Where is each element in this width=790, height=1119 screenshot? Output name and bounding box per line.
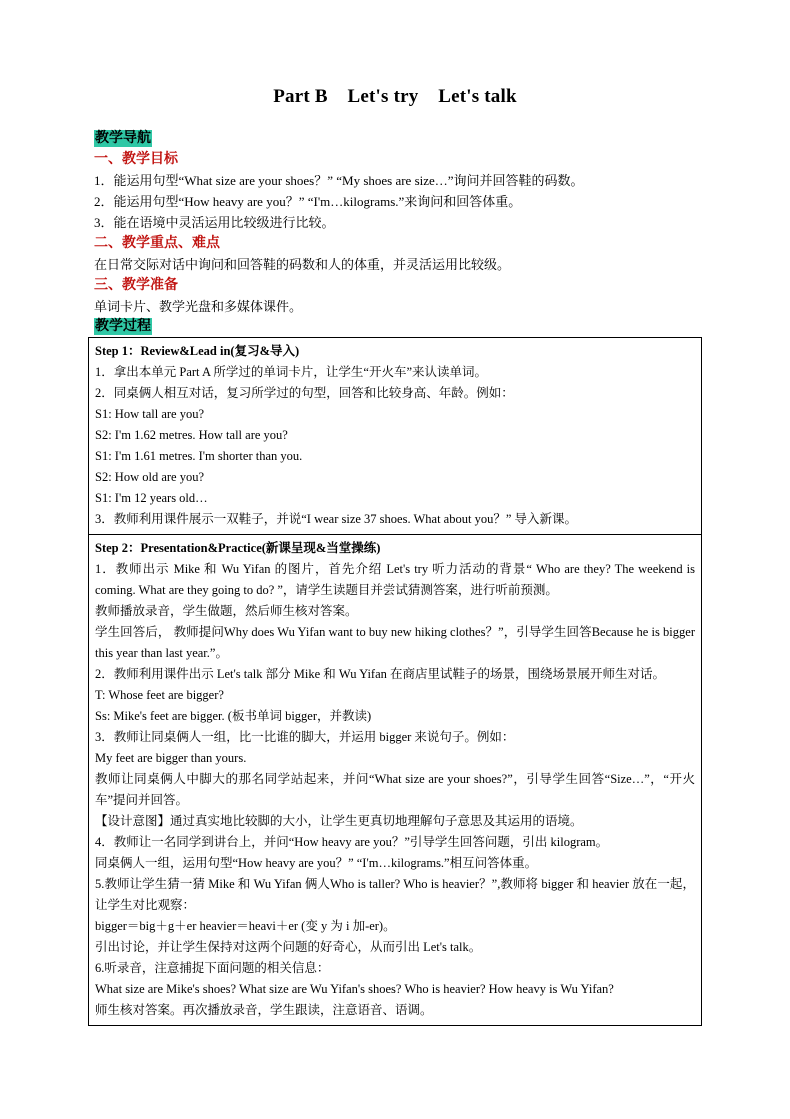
step1-line: S2: How old are you?: [95, 470, 205, 484]
step2-line: 学生回答后， 教师提问Why does Wu Yifan want to buy new hiking clothes？”，引导学生回答Because he is bigger this year than last year.”。: [95, 625, 695, 660]
preparation-text: 单词卡片、教学光盘和多媒体课件。: [94, 299, 303, 314]
step2-line: bigger＝big＋g＋er heavier＝heavi＋er (变 y 为 i 加-er)。: [95, 919, 396, 933]
step2-line: Ss: Mike's feet are bigger. (板书单词 bigger，并教读): [95, 709, 372, 723]
objective-item: 2．能运用句型“How heavy are you？” “I'm…kilograms.”来询问和回答体重。: [94, 194, 522, 209]
process-table: [88, 337, 702, 1026]
nav-label: 教学导航: [95, 131, 151, 146]
step1-line: S1: How tall are you?: [95, 407, 205, 421]
step2-line: 【设计意图】通过真实地比较脚的大小，让学生更真切地理解句子意思及其运用的语境。: [95, 814, 583, 828]
step1-cell: [89, 338, 702, 535]
step2-line: 引出讨论，并让学生保持对这两个问题的好奇心，从而引出 Let's talk。: [95, 940, 482, 954]
key-points-heading: 二、教学重点、难点: [94, 236, 220, 251]
process-label: 教学过程: [95, 319, 151, 334]
page-title: Part B Let's try Let's talk: [273, 86, 517, 107]
step2-cell: [89, 535, 702, 1026]
step2-line: 3．教师让同桌俩人一组，比一比谁的脚大，并运用 bigger 来说句子。例如：: [95, 730, 515, 744]
step2-line: My feet are bigger than yours.: [95, 751, 247, 765]
step1-line: 2．同桌俩人相互对话，复习所学过的句型，回答和比较身高、年龄。例如：: [95, 386, 514, 400]
step1-heading: Step 1：Review&Lead in(复习&导入): [95, 344, 300, 358]
step2-row: [89, 535, 702, 1026]
step2-line: 教师让同桌俩人中脚大的那名同学站起来，并问“What size are your shoes?”，引导学生回答“Size…”，“开火车”提问并回答。: [95, 772, 695, 807]
step2-line: 6.听录音，注意捕捉下面问题的相关信息：: [95, 961, 330, 975]
step2-heading: Step 2：Presentation&Practice(新课呈现&当堂操练): [95, 541, 381, 555]
step1-line: S1: I'm 1.61 metres. I'm shorter than you.: [95, 449, 303, 463]
step2-line: 教师播放录音，学生做题，然后师生核对答案。: [95, 604, 358, 618]
step1-line: S2: I'm 1.62 metres. How tall are you?: [95, 428, 288, 442]
step1-row: [89, 338, 702, 535]
step2-line: 4．教师让一名同学到讲台上，并问“How heavy are you？”引导学生回答问题，引出 kilogram。: [95, 835, 609, 849]
step2-line: 师生核对答案。再次播放录音，学生跟读，注意语音、语调。: [95, 1003, 433, 1017]
step2-line: T: Whose feet are bigger?: [95, 688, 224, 702]
step1-line: 3．教师利用课件展示一双鞋子，并说“I wear size 37 shoes. What about you？” 导入新课。: [95, 512, 577, 526]
step2-line: 1．教师出示 Mike 和 Wu Yifan 的图片，首先介绍 Let's try 听力活动的背景“ Who are they? The weekend is coming. What are they going to do? ”，请学生读题目并尝试猜测答案，进行听前预测。: [95, 562, 695, 597]
step2-line: 2．教师利用课件出示 Let's talk 部分 Mike 和 Wu Yifan 在商店里试鞋子的场景，围绕场景展开师生对话。: [95, 667, 666, 681]
step2-line: What size are Mike's shoes? What size are Wu Yifan's shoes? Who is heavier? How heavy is Wu Yifan?: [95, 982, 614, 996]
objective-item: 3．能在语境中灵活运用比较级进行比较。: [94, 215, 335, 230]
objective-item: 1．能运用句型“What size are your shoes？” “My shoes are size…”询问并回答鞋的码数。: [94, 173, 584, 188]
step1-line: S1: I'm 12 years old…: [95, 491, 208, 505]
step2-line: 5.教师让学生猜一猜 Mike 和 Wu Yifan 俩人Who is taller? Who is heavier？”,教师将 bigger 和 heavier 放在一起，让学生对比观察：: [95, 877, 695, 912]
objectives-heading: 一、教学目标: [94, 152, 178, 167]
key-points-text: 在日常交际对话中询问和回答鞋的码数和人的体重，并灵活运用比较级。: [94, 257, 511, 272]
preparation-heading: 三、教学准备: [94, 278, 178, 293]
step1-line: 1．拿出本单元 Part A 所学过的单词卡片，让学生“开火车”来认读单词。: [95, 365, 488, 379]
step2-line: 同桌俩人一组，运用句型“How heavy are you？” “I'm…kilograms.”相互问答体重。: [95, 856, 538, 870]
